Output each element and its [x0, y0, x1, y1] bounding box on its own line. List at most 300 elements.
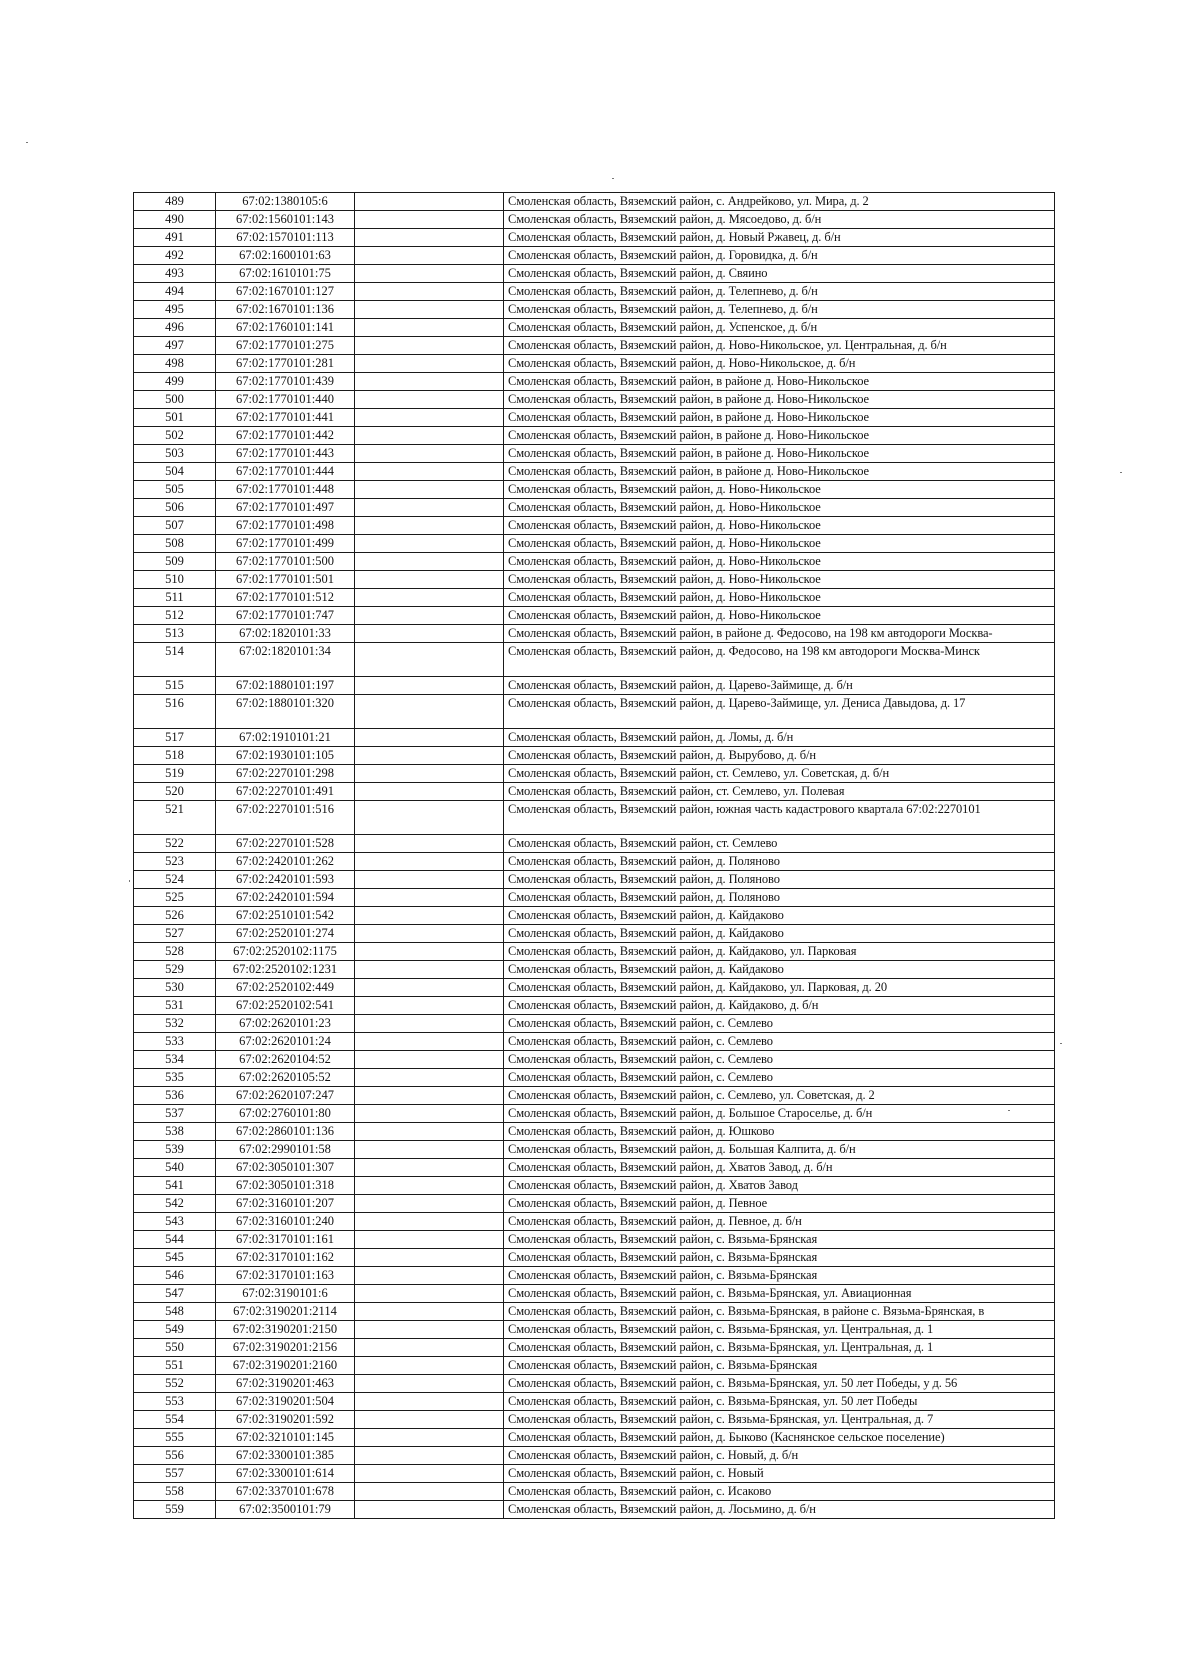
row-number-cell: 523	[134, 853, 216, 871]
table-row	[134, 211, 1055, 229]
empty-cell	[355, 1267, 504, 1285]
empty-cell	[355, 677, 504, 695]
table-row	[134, 1501, 1055, 1519]
table-row	[134, 1321, 1055, 1339]
row-number-cell: 507	[134, 517, 216, 535]
empty-cell	[355, 463, 504, 481]
row-number-cell: 490	[134, 211, 216, 229]
table-row	[134, 589, 1055, 607]
empty-cell	[355, 695, 504, 729]
cadastral-number-cell: 67:02:1770101:441	[216, 409, 355, 427]
table-row	[134, 301, 1055, 319]
table-row	[134, 1105, 1055, 1123]
address-cell: Смоленская область, Вяземский район, ст. Семлево, ул. Советская, д. б/н	[504, 765, 1055, 783]
row-number-cell: 553	[134, 1393, 216, 1411]
empty-cell	[355, 1447, 504, 1465]
cadastral-number-cell: 67:02:3170101:162	[216, 1249, 355, 1267]
table-row	[134, 229, 1055, 247]
table-row	[134, 607, 1055, 625]
cadastral-number-cell: 67:02:2270101:491	[216, 783, 355, 801]
row-number-cell: 534	[134, 1051, 216, 1069]
cadastral-number-cell: 67:02:3170101:161	[216, 1231, 355, 1249]
row-number-cell: 538	[134, 1123, 216, 1141]
table-row	[134, 1249, 1055, 1267]
empty-cell	[355, 1069, 504, 1087]
empty-cell	[355, 625, 504, 643]
empty-cell	[355, 499, 504, 517]
empty-cell	[355, 1051, 504, 1069]
address-cell: Смоленская область, Вяземский район, в районе д. Ново-Никольское	[504, 427, 1055, 445]
cadastral-number-cell: 67:02:1770101:497	[216, 499, 355, 517]
row-number-cell: 529	[134, 961, 216, 979]
table-row	[134, 835, 1055, 853]
table-row	[134, 853, 1055, 871]
empty-cell	[355, 1249, 504, 1267]
table-row	[134, 319, 1055, 337]
empty-cell	[355, 1033, 504, 1051]
table-row	[134, 643, 1055, 677]
table-row	[134, 783, 1055, 801]
row-number-cell: 515	[134, 677, 216, 695]
row-number-cell: 548	[134, 1303, 216, 1321]
cadastral-number-cell: 67:02:2510101:542	[216, 907, 355, 925]
empty-cell	[355, 1195, 504, 1213]
table-row	[134, 409, 1055, 427]
empty-cell	[355, 319, 504, 337]
empty-cell	[355, 1015, 504, 1033]
row-number-cell: 496	[134, 319, 216, 337]
cadastral-number-cell: 67:02:1770101:443	[216, 445, 355, 463]
row-number-cell: 521	[134, 801, 216, 835]
cadastral-number-cell: 67:02:2270101:528	[216, 835, 355, 853]
row-number-cell: 530	[134, 979, 216, 997]
table-row	[134, 1357, 1055, 1375]
cadastral-number-cell: 67:02:1380105:6	[216, 193, 355, 211]
empty-cell	[355, 193, 504, 211]
table-row	[134, 1213, 1055, 1231]
cadastral-number-cell: 67:02:2420101:594	[216, 889, 355, 907]
row-number-cell: 537	[134, 1105, 216, 1123]
row-number-cell: 542	[134, 1195, 216, 1213]
scan-speck	[1120, 472, 1122, 473]
empty-cell	[355, 1303, 504, 1321]
empty-cell	[355, 445, 504, 463]
row-number-cell: 535	[134, 1069, 216, 1087]
row-number-cell: 501	[134, 409, 216, 427]
address-cell: Смоленская область, Вяземский район, д. Ново-Никольское	[504, 481, 1055, 499]
empty-cell	[355, 229, 504, 247]
table-row	[134, 1465, 1055, 1483]
address-cell: Смоленская область, Вяземский район, д. Ново-Никольское	[504, 589, 1055, 607]
address-cell: Смоленская область, Вяземский район, с. Вязьма-Брянская, ул. 50 лет Победы, у д. 56	[504, 1375, 1055, 1393]
address-cell: Смоленская область, Вяземский район, с. Семлево, ул. Советская, д. 2	[504, 1087, 1055, 1105]
row-number-cell: 500	[134, 391, 216, 409]
table-row	[134, 1231, 1055, 1249]
empty-cell	[355, 1393, 504, 1411]
cadastral-number-cell: 67:02:1560101:143	[216, 211, 355, 229]
row-number-cell: 513	[134, 625, 216, 643]
row-number-cell: 543	[134, 1213, 216, 1231]
address-cell: Смоленская область, Вяземский район, д. Быково (Каснянское сельское поселение)	[504, 1429, 1055, 1447]
row-number-cell: 495	[134, 301, 216, 319]
empty-cell	[355, 535, 504, 553]
row-number-cell: 544	[134, 1231, 216, 1249]
address-cell: Смоленская область, Вяземский район, д. Свяино	[504, 265, 1055, 283]
scan-speck	[1060, 1043, 1062, 1044]
cadastral-number-cell: 67:02:3190201:2150	[216, 1321, 355, 1339]
address-cell: Смоленская область, Вяземский район, д. Кайдаково	[504, 907, 1055, 925]
cadastral-number-cell: 67:02:1770101:444	[216, 463, 355, 481]
table-row	[134, 747, 1055, 765]
cadastral-number-cell: 67:02:3050101:318	[216, 1177, 355, 1195]
address-cell: Смоленская область, Вяземский район, д. Царево-Займище, ул. Дениса Давыдова, д. 17	[504, 695, 1055, 729]
empty-cell	[355, 517, 504, 535]
table-body	[134, 193, 1055, 1519]
address-cell: Смоленская область, Вяземский район, д. Ново-Никольское	[504, 517, 1055, 535]
empty-cell	[355, 1429, 504, 1447]
empty-cell	[355, 1105, 504, 1123]
address-cell: Смоленская область, Вяземский район, д. Кайдаково, д. б/н	[504, 997, 1055, 1015]
cadastral-number-cell: 67:02:1770101:500	[216, 553, 355, 571]
cadastral-number-cell: 67:02:1930101:105	[216, 747, 355, 765]
row-number-cell: 504	[134, 463, 216, 481]
row-number-cell: 512	[134, 607, 216, 625]
cadastral-number-cell: 67:02:1770101:442	[216, 427, 355, 445]
address-cell: Смоленская область, Вяземский район, д. Успенское, д. б/н	[504, 319, 1055, 337]
address-cell: Смоленская область, Вяземский район, д. Горовидка, д. б/н	[504, 247, 1055, 265]
address-cell: Смоленская область, Вяземский район, д. Юшково	[504, 1123, 1055, 1141]
empty-cell	[355, 1375, 504, 1393]
cadastral-number-cell: 67:02:1770101:275	[216, 337, 355, 355]
cadastral-number-cell: 67:02:2990101:58	[216, 1141, 355, 1159]
table-row	[134, 1411, 1055, 1429]
address-cell: Смоленская область, Вяземский район, с. Вязьма-Брянская	[504, 1267, 1055, 1285]
cadastral-number-cell: 67:02:2620107:247	[216, 1087, 355, 1105]
row-number-cell: 516	[134, 695, 216, 729]
cadastral-number-cell: 67:02:2620101:24	[216, 1033, 355, 1051]
empty-cell	[355, 265, 504, 283]
table-row	[134, 625, 1055, 643]
empty-cell	[355, 589, 504, 607]
address-cell: Смоленская область, Вяземский район, с. Вязьма-Брянская	[504, 1231, 1055, 1249]
cadastral-number-cell: 67:02:1820101:33	[216, 625, 355, 643]
empty-cell	[355, 247, 504, 265]
row-number-cell: 525	[134, 889, 216, 907]
cadastral-number-cell: 67:02:2620101:23	[216, 1015, 355, 1033]
table-row	[134, 337, 1055, 355]
address-cell: Смоленская область, Вяземский район, в районе д. Федосово, на 198 км автодороги Москва-	[504, 625, 1055, 643]
row-number-cell: 503	[134, 445, 216, 463]
table-row	[134, 1285, 1055, 1303]
cadastral-number-cell: 67:02:1770101:512	[216, 589, 355, 607]
address-cell: Смоленская область, Вяземский район, д. Мясоедово, д. б/н	[504, 211, 1055, 229]
empty-cell	[355, 1357, 504, 1375]
address-cell: Смоленская область, Вяземский район, с. Вязьма-Брянская, ул. 50 лет Победы	[504, 1393, 1055, 1411]
table-row	[134, 1447, 1055, 1465]
row-number-cell: 514	[134, 643, 216, 677]
cadastral-number-cell: 67:02:3190101:6	[216, 1285, 355, 1303]
empty-cell	[355, 925, 504, 943]
empty-cell	[355, 853, 504, 871]
row-number-cell: 532	[134, 1015, 216, 1033]
empty-cell	[355, 871, 504, 889]
cadastral-number-cell: 67:02:3300101:614	[216, 1465, 355, 1483]
row-number-cell: 494	[134, 283, 216, 301]
cadastral-number-cell: 67:02:2520101:274	[216, 925, 355, 943]
row-number-cell: 518	[134, 747, 216, 765]
table-row	[134, 1303, 1055, 1321]
row-number-cell: 555	[134, 1429, 216, 1447]
row-number-cell: 499	[134, 373, 216, 391]
empty-cell	[355, 337, 504, 355]
cadastral-number-cell: 67:02:1820101:34	[216, 643, 355, 677]
cadastral-number-cell: 67:02:3160101:240	[216, 1213, 355, 1231]
address-cell: Смоленская область, Вяземский район, в районе д. Ново-Никольское	[504, 445, 1055, 463]
empty-cell	[355, 355, 504, 373]
address-cell: Смоленская область, Вяземский район, д. Большая Калпита, д. б/н	[504, 1141, 1055, 1159]
address-cell: Смоленская область, Вяземский район, с. Андрейково, ул. Мира, д. 2	[504, 193, 1055, 211]
empty-cell	[355, 961, 504, 979]
address-cell: Смоленская область, Вяземский район, с. Вязьма-Брянская, ул. Авиационная	[504, 1285, 1055, 1303]
cadastral-number-cell: 67:02:2620104:52	[216, 1051, 355, 1069]
row-number-cell: 554	[134, 1411, 216, 1429]
row-number-cell: 506	[134, 499, 216, 517]
row-number-cell: 491	[134, 229, 216, 247]
table-row	[134, 1015, 1055, 1033]
cadastral-number-cell: 67:02:1880101:320	[216, 695, 355, 729]
table-row	[134, 1087, 1055, 1105]
address-cell: Смоленская область, Вяземский район, д. Певное	[504, 1195, 1055, 1213]
table-row	[134, 1123, 1055, 1141]
row-number-cell: 522	[134, 835, 216, 853]
address-cell: Смоленская область, Вяземский район, с. Вязьма-Брянская, ул. Центральная, д. 1	[504, 1339, 1055, 1357]
row-number-cell: 519	[134, 765, 216, 783]
table-row	[134, 961, 1055, 979]
cadastral-number-cell: 67:02:3050101:307	[216, 1159, 355, 1177]
address-cell: Смоленская область, Вяземский район, с. Вязьма-Брянская, ул. Центральная, д. 1	[504, 1321, 1055, 1339]
cadastral-number-cell: 67:02:2860101:136	[216, 1123, 355, 1141]
cadastral-number-cell: 67:02:3160101:207	[216, 1195, 355, 1213]
row-number-cell: 556	[134, 1447, 216, 1465]
table-row	[134, 265, 1055, 283]
row-number-cell: 498	[134, 355, 216, 373]
address-cell: Смоленская область, Вяземский район, в районе д. Ново-Никольское	[504, 373, 1055, 391]
address-cell: Смоленская область, Вяземский район, д. Ломы, д. б/н	[504, 729, 1055, 747]
empty-cell	[355, 301, 504, 319]
cadastral-number-cell: 67:02:1570101:113	[216, 229, 355, 247]
row-number-cell: 536	[134, 1087, 216, 1105]
row-number-cell: 510	[134, 571, 216, 589]
empty-cell	[355, 643, 504, 677]
scan-speck	[612, 178, 614, 179]
cadastral-number-cell: 67:02:1670101:127	[216, 283, 355, 301]
cadastral-number-cell: 67:02:2520102:1231	[216, 961, 355, 979]
table-row	[134, 1393, 1055, 1411]
empty-cell	[355, 283, 504, 301]
row-number-cell: 502	[134, 427, 216, 445]
empty-cell	[355, 1177, 504, 1195]
cadastral-number-cell: 67:02:1770101:281	[216, 355, 355, 373]
cadastral-number-cell: 67:02:3190201:463	[216, 1375, 355, 1393]
address-cell: Смоленская область, Вяземский район, д. Телепнево, д. б/н	[504, 283, 1055, 301]
cadastral-number-cell: 67:02:3190201:592	[216, 1411, 355, 1429]
cadastral-number-cell: 67:02:3500101:79	[216, 1501, 355, 1519]
cadastral-number-cell: 67:02:2520102:541	[216, 997, 355, 1015]
cadastral-number-cell: 67:02:3190201:2156	[216, 1339, 355, 1357]
row-number-cell: 489	[134, 193, 216, 211]
row-number-cell: 509	[134, 553, 216, 571]
address-cell: Смоленская область, Вяземский район, д. Ново-Никольское	[504, 499, 1055, 517]
empty-cell	[355, 747, 504, 765]
table-row	[134, 925, 1055, 943]
address-cell: Смоленская область, Вяземский район, с. Вязьма-Брянская	[504, 1249, 1055, 1267]
empty-cell	[355, 553, 504, 571]
row-number-cell: 531	[134, 997, 216, 1015]
table-row	[134, 907, 1055, 925]
address-cell: Смоленская область, Вяземский район, д. Лосьмино, д. б/н	[504, 1501, 1055, 1519]
cadastral-number-cell: 67:02:1600101:63	[216, 247, 355, 265]
cadastral-number-cell: 67:02:2760101:80	[216, 1105, 355, 1123]
empty-cell	[355, 979, 504, 997]
address-cell: Смоленская область, Вяземский район, д. Хватов Завод, д. б/н	[504, 1159, 1055, 1177]
address-cell: Смоленская область, Вяземский район, с. Исаково	[504, 1483, 1055, 1501]
empty-cell	[355, 373, 504, 391]
table-row	[134, 373, 1055, 391]
row-number-cell: 505	[134, 481, 216, 499]
table-row	[134, 1051, 1055, 1069]
table-row	[134, 1483, 1055, 1501]
table-row	[134, 871, 1055, 889]
address-cell: Смоленская область, Вяземский район, с. Новый	[504, 1465, 1055, 1483]
address-cell: Смоленская область, Вяземский район, с. Вязьма-Брянская, в районе с. Вязьма-Брянская, в	[504, 1303, 1055, 1321]
empty-cell	[355, 571, 504, 589]
table-row	[134, 445, 1055, 463]
table-row	[134, 1177, 1055, 1195]
empty-cell	[355, 907, 504, 925]
empty-cell	[355, 1285, 504, 1303]
address-cell: Смоленская область, Вяземский район, с. Новый, д. б/н	[504, 1447, 1055, 1465]
empty-cell	[355, 729, 504, 747]
address-cell: Смоленская область, Вяземский район, с. Вязьма-Брянская	[504, 1357, 1055, 1375]
table-row	[134, 729, 1055, 747]
table-row	[134, 571, 1055, 589]
table-row	[134, 427, 1055, 445]
cadastral-number-cell: 67:02:3190201:2114	[216, 1303, 355, 1321]
table-row	[134, 695, 1055, 729]
cadastral-number-cell: 67:02:1910101:21	[216, 729, 355, 747]
cadastral-number-cell: 67:02:2270101:516	[216, 801, 355, 835]
table-row	[134, 889, 1055, 907]
address-cell: Смоленская область, Вяземский район, д. Телепнево, д. б/н	[504, 301, 1055, 319]
empty-cell	[355, 1321, 504, 1339]
table-row	[134, 943, 1055, 961]
cadastral-number-cell: 67:02:2420101:593	[216, 871, 355, 889]
table-row	[134, 1195, 1055, 1213]
row-number-cell: 508	[134, 535, 216, 553]
address-cell: Смоленская область, Вяземский район, д. Певное, д. б/н	[504, 1213, 1055, 1231]
address-cell: Смоленская область, Вяземский район, в районе д. Ново-Никольское	[504, 409, 1055, 427]
row-number-cell: 524	[134, 871, 216, 889]
address-cell: Смоленская область, Вяземский район, д. Кайдаково	[504, 925, 1055, 943]
cadastral-number-cell: 67:02:1770101:499	[216, 535, 355, 553]
empty-cell	[355, 409, 504, 427]
empty-cell	[355, 765, 504, 783]
row-number-cell: 549	[134, 1321, 216, 1339]
row-number-cell: 547	[134, 1285, 216, 1303]
empty-cell	[355, 1465, 504, 1483]
address-cell: Смоленская область, Вяземский район, д. Федосово, на 198 км автодороги Москва-Минск	[504, 643, 1055, 677]
table-row	[134, 481, 1055, 499]
empty-cell	[355, 1411, 504, 1429]
cadastral-number-cell: 67:02:2270101:298	[216, 765, 355, 783]
row-number-cell: 517	[134, 729, 216, 747]
table-row	[134, 1375, 1055, 1393]
cadastral-registry-table	[133, 192, 1055, 1519]
cadastral-number-cell: 67:02:3300101:385	[216, 1447, 355, 1465]
address-cell: Смоленская область, Вяземский район, д. Вырубово, д. б/н	[504, 747, 1055, 765]
row-number-cell: 493	[134, 265, 216, 283]
table-row	[134, 997, 1055, 1015]
cadastral-number-cell: 67:02:1770101:448	[216, 481, 355, 499]
address-cell: Смоленская область, Вяземский район, д. Новый Ржавец, д. б/н	[504, 229, 1055, 247]
empty-cell	[355, 1339, 504, 1357]
cadastral-number-cell: 67:02:1770101:440	[216, 391, 355, 409]
address-cell: Смоленская область, Вяземский район, д. Кайдаково	[504, 961, 1055, 979]
address-cell: Смоленская область, Вяземский район, с. Семлево	[504, 1051, 1055, 1069]
address-cell: Смоленская область, Вяземский район, д. Царево-Займище, д. б/н	[504, 677, 1055, 695]
empty-cell	[355, 481, 504, 499]
empty-cell	[355, 835, 504, 853]
table-row	[134, 283, 1055, 301]
empty-cell	[355, 1087, 504, 1105]
address-cell: Смоленская область, Вяземский район, с. Семлево	[504, 1015, 1055, 1033]
table-row	[134, 1141, 1055, 1159]
table-row	[134, 1339, 1055, 1357]
address-cell: Смоленская область, Вяземский район, д. Хватов Завод	[504, 1177, 1055, 1195]
address-cell: Смоленская область, Вяземский район, д. Кайдаково, ул. Парковая, д. 20	[504, 979, 1055, 997]
empty-cell	[355, 1501, 504, 1519]
address-cell: Смоленская область, Вяземский район, д. Ново-Никольское	[504, 535, 1055, 553]
row-number-cell: 526	[134, 907, 216, 925]
table-row	[134, 247, 1055, 265]
row-number-cell: 520	[134, 783, 216, 801]
empty-cell	[355, 607, 504, 625]
address-cell: Смоленская область, Вяземский район, в районе д. Ново-Никольское	[504, 463, 1055, 481]
scan-speck	[26, 142, 28, 143]
address-cell: Смоленская область, Вяземский район, с. Вязьма-Брянская, ул. Центральная, д. 7	[504, 1411, 1055, 1429]
address-cell: Смоленская область, Вяземский район, д. Поляново	[504, 871, 1055, 889]
table-row	[134, 1429, 1055, 1447]
row-number-cell: 546	[134, 1267, 216, 1285]
row-number-cell: 559	[134, 1501, 216, 1519]
row-number-cell: 558	[134, 1483, 216, 1501]
cadastral-number-cell: 67:02:1670101:136	[216, 301, 355, 319]
address-cell: Смоленская область, Вяземский район, д. Ново-Никольское	[504, 553, 1055, 571]
address-cell: Смоленская область, Вяземский район, д. Ново-Никольское	[504, 571, 1055, 589]
row-number-cell: 511	[134, 589, 216, 607]
row-number-cell: 492	[134, 247, 216, 265]
cadastral-number-cell: 67:02:1610101:75	[216, 265, 355, 283]
address-cell: Смоленская область, Вяземский район, д. Кайдаково, ул. Парковая	[504, 943, 1055, 961]
table-row	[134, 1159, 1055, 1177]
empty-cell	[355, 1123, 504, 1141]
table-row	[134, 553, 1055, 571]
empty-cell	[355, 427, 504, 445]
table-row	[134, 677, 1055, 695]
address-cell: Смоленская область, Вяземский район, южная часть кадастрового квартала 67:02:2270101	[504, 801, 1055, 835]
address-cell: Смоленская область, Вяземский район, д. Большое Староселье, д. б/н	[504, 1105, 1055, 1123]
table-row	[134, 499, 1055, 517]
